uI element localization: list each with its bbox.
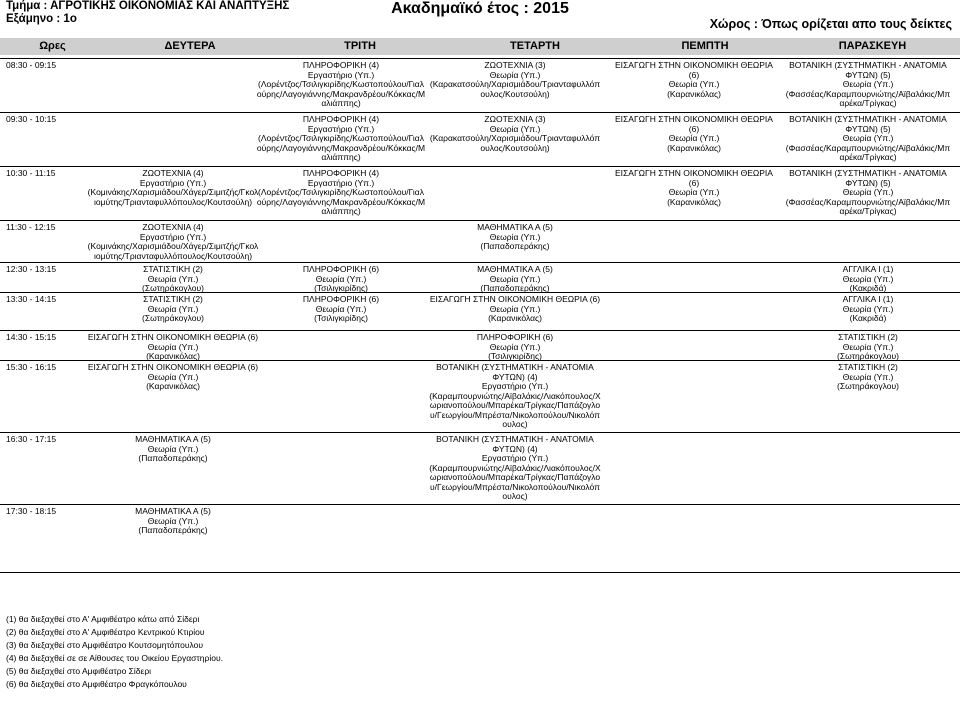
col-header-friday: ΠΑΡΑΣΚΕΥΗ (838, 40, 907, 52)
table-row (0, 166, 960, 216)
course-line: ΦΥΤΩΝ) (5) (845, 123, 891, 134)
course-line: Θεωρία (Υπ.) (842, 79, 894, 89)
footnote: (1) θα διεξαχθεί στο Α' Αμφιθέατρο κάτω από Σίδερι (6, 614, 200, 624)
course-line: (Καραμπουρνιώτης/Αϊβαλάκις/Λιακόπουλος/Χ (429, 462, 601, 473)
course-line: ιομύτης/Τριανταφυλλόπουλος/Κουτσούλη) (93, 250, 253, 261)
col-header-tuesday: ΤΡΙΤΗ (344, 40, 376, 52)
footnote: (2) θα διεξαχθεί στο Α' Αμφιθέατρο Κεντρικού Κτιρίου (6, 627, 205, 637)
course-cell-wednesday (424, 295, 606, 324)
course-line: ΦΥΤΩΝ) (4) (492, 443, 538, 454)
course-cell-friday (783, 169, 953, 217)
course-line: Θεωρία (Υπ.) (315, 273, 367, 284)
course-line: ΠΛΗΡΟΦΟΡΙΚΗ (4) (302, 114, 380, 124)
course-cell-wednesday (424, 333, 606, 362)
course-line: (Καρακατσούλη/Χαρισμιάδου/Τριανταφυλλόπ (429, 79, 601, 89)
course-line: (Φασσέας/Καραμπουρνιώτης/Αϊβαλάκις/Μπ (785, 196, 951, 207)
course-cell-friday (783, 61, 953, 109)
course-line: ΕΙΣΑΓΩΓΗ ΣΤΗΝ ΟΙΚΟΝΟΜΙΚΗ ΘΕΩΡΙΑ (6) (429, 294, 601, 304)
course-line: ΠΛΗΡΟΦΟΡΙΚΗ (6) (302, 294, 380, 304)
course-line: ΕΙΣΑΓΩΓΗ ΣΤΗΝ ΟΙΚΟΝΟΜΙΚΗ ΘΕΩΡΙΑ (6) (87, 332, 259, 342)
course-line: (Τσιλιγκιρίδης) (314, 313, 368, 323)
course-line: Εργαστήριο (Υπ.) (307, 69, 375, 80)
course-line: ούρης/Λαγογιάννης/Μακρανδρέου/Κόκκας/Μ (256, 142, 426, 153)
course-line: ΣΤΑΤΙΣΤΙΚΗ (2) (838, 362, 898, 372)
academic-year: Ακαδημαϊκό έτος : 2015 (391, 0, 569, 17)
course-line: Θεωρία (Υπ.) (842, 371, 894, 382)
course-line: Θεωρία (Υπ.) (842, 273, 894, 284)
course-line: ΕΙΣΑΓΩΓΗ ΣΤΗΝ ΟΙΚΟΝΟΜΙΚΗ ΘΕΩΡΙΑ (6) (615, 60, 773, 80)
course-cell-monday (63, 363, 283, 392)
course-line: ΒΟΤΑΝΙΚΗ (ΣΥΣΤΗΜΑΤΙΚΗ - ΑΝΑΤΟΜΙΑ (789, 114, 947, 124)
table-row (0, 432, 960, 501)
course-line: ΣΤΑΤΙΣΤΙΚΗ (2) (143, 294, 203, 304)
course-line: ΜΑΘΗΜΑΤΙΚΑ Α (5) (135, 434, 211, 444)
course-cell-wednesday (424, 435, 606, 502)
course-line: Θεωρία (Υπ.) (668, 133, 720, 143)
course-cell-friday (783, 115, 953, 163)
course-line: (Τσιλιγκιρίδης) (488, 351, 542, 361)
course-cell-thursday (609, 115, 779, 153)
room-note: Χώρος : Όπως ορίζεται απο τους δείκτες (709, 17, 952, 31)
course-line: (Κομινάκης/Χαρισμιάδου/Χάγερ/Σιμιτζής/Γκολ (87, 241, 259, 251)
course-cell-friday (783, 333, 953, 362)
course-line: (Παπαδοπεράκης) (480, 283, 550, 293)
course-cell-monday (63, 169, 283, 207)
course-line: ΖΩΟΤΕΧΝΙΑ (4) (142, 222, 204, 232)
course-line: ΒΟΤΑΝΙΚΗ (ΣΥΣΤΗΜΑΤΙΚΗ - ΑΝΑΤΟΜΙΑ (789, 60, 947, 70)
course-line: Εργαστήριο (Υπ.) (139, 231, 207, 242)
course-line: Θεωρία (Υπ.) (489, 231, 541, 242)
course-cell-friday (783, 363, 953, 392)
course-cell-thursday (609, 169, 779, 207)
course-cell-wednesday (424, 61, 606, 99)
course-line: ΜΑΘΗΜΑΤΙΚΑ Α (5) (135, 506, 211, 516)
course-cell-tuesday (251, 295, 431, 324)
course-line: (Κακριδά) (849, 313, 887, 323)
course-line: ΦΥΤΩΝ) (5) (845, 177, 891, 188)
course-line: Εργαστήριο (Υπ.) (307, 123, 375, 134)
table-row (0, 330, 960, 361)
course-line: ουλος/Κουτσούλη) (480, 142, 550, 153)
course-line: ΕΙΣΑΓΩΓΗ ΣΤΗΝ ΟΙΚΟΝΟΜΙΚΗ ΘΕΩΡΙΑ (6) (615, 168, 773, 188)
course-line: Θεωρία (Υπ.) (668, 187, 720, 197)
course-line: ωριανοπούλου/Μπαρέκα/Τρίγκας/Παπάζογλο (429, 472, 601, 482)
course-line: ΠΛΗΡΟΦΟΡΙΚΗ (4) (302, 60, 380, 70)
course-line: αρέκα/Τρίγκας) (839, 98, 897, 108)
course-line: (Λορέντζος/Τσιλιγκιρίδης/Κωστοπούλου/Γιαλ (258, 133, 424, 143)
course-line: (Φασσέας/Καραμπουρνιώτης/Αϊβαλάκις/Μπ (785, 142, 951, 153)
footnote: (6) θα διεξαχθεί στο Αμφιθέατρο Φραγκόπουλου (6, 679, 187, 689)
semester-label: Εξάμηνο : 1ο (6, 13, 77, 25)
table-row (0, 292, 960, 323)
course-line: αλιάππης) (321, 206, 361, 216)
course-line: Θεωρία (Υπ.) (489, 303, 541, 314)
time-slot: 08:30 - 09:15 (6, 60, 57, 70)
course-line: (Σωτηράκογλου) (837, 381, 899, 391)
course-cell-wednesday (424, 115, 606, 153)
course-line: ΠΛΗΡΟΦΟΡΙΚΗ (4) (302, 168, 380, 178)
time-slot: 09:30 - 10:15 (6, 114, 57, 124)
course-cell-monday (63, 223, 283, 261)
table-row (0, 58, 960, 108)
course-line: ΜΑΘΗΜΑΤΙΚΑ Α (5) (477, 264, 553, 274)
course-line: (Σωτηράκογλου) (142, 283, 204, 293)
course-line: ΖΩΟΤΕΧΝΙΑ (3) (484, 60, 546, 70)
course-cell-thursday (609, 61, 779, 99)
course-cell-wednesday (424, 265, 606, 294)
time-slot: 12:30 - 13:15 (6, 264, 57, 274)
course-cell-tuesday (251, 265, 431, 294)
course-line: Εργαστήριο (Υπ.) (139, 177, 207, 188)
course-line: Εργαστήριο (Υπ.) (481, 381, 549, 391)
table-bottom-rule (0, 572, 960, 573)
course-line: Θεωρία (Υπ.) (147, 515, 199, 526)
course-cell-monday (63, 265, 283, 294)
course-line: (Σωτηράκογλου) (837, 351, 899, 361)
course-line: ΒΟΤΑΝΙΚΗ (ΣΥΣΤΗΜΑΤΙΚΗ - ΑΝΑΤΟΜΙΑ (789, 168, 947, 178)
course-line: ΑΓΓΛΙΚΑ Ι (1) (842, 294, 894, 304)
course-line: ΒΟΤΑΝΙΚΗ (ΣΥΣΤΗΜΑΤΙΚΗ - ΑΝΑΤΟΜΙΑ (436, 434, 594, 444)
course-line: υ/Γεωργίου/Μπρέστα/Νικολοπούλου/Νικολόπ (430, 409, 600, 420)
course-line: ΦΥΤΩΝ) (5) (845, 69, 891, 80)
course-cell-tuesday (251, 61, 431, 109)
course-line: (Παπαδοπεράκης) (138, 453, 208, 463)
course-line: (Σωτηράκογλου) (142, 313, 204, 323)
course-line: αρέκα/Τρίγκας) (839, 152, 897, 162)
course-line: ούρης/Λαγογιάννης/Μακρανδρέου/Κόκκας/Μ (256, 88, 426, 99)
col-header-hours: Ωρες (39, 40, 66, 52)
course-line: Εργαστήριο (Υπ.) (307, 177, 375, 188)
course-line: Θεωρία (Υπ.) (147, 371, 199, 382)
course-line: αρέκα/Τρίγκας) (839, 206, 897, 216)
course-cell-monday (63, 435, 283, 464)
course-cell-friday (783, 265, 953, 294)
course-line: (Καρανικόλας) (667, 88, 721, 99)
table-row (0, 112, 960, 162)
time-slot: 15:30 - 16:15 (6, 362, 57, 372)
table-row (0, 360, 960, 429)
table-row (0, 504, 960, 535)
time-slot: 10:30 - 11:15 (6, 168, 56, 178)
col-header-thursday: ΠΕΜΠΤΗ (681, 40, 729, 52)
course-line: Θεωρία (Υπ.) (147, 341, 199, 352)
footnote: (5) θα διεξαχθεί στο Αμφιθέατρο Σίδερι (6, 666, 152, 676)
course-line: Θεωρία (Υπ.) (147, 303, 199, 314)
course-line: (Καρανικόλας) (488, 313, 542, 323)
course-line: ΑΓΓΛΙΚΑ Ι (1) (842, 264, 894, 274)
course-line: αλιάππης) (321, 98, 361, 108)
course-cell-monday (63, 333, 283, 362)
table-row (0, 220, 960, 261)
course-line: ουλος/Κουτσούλη) (480, 88, 550, 99)
footnotes (6, 613, 223, 691)
course-line: Θεωρία (Υπ.) (842, 303, 894, 314)
col-header-monday: ΔΕΥΤΕΡΑ (164, 40, 216, 52)
course-line: υ/Γεωργίου/Μπρέστα/Νικολοπούλου/Νικολόπ (430, 481, 600, 492)
time-slot: 16:30 - 17:15 (6, 434, 57, 444)
time-slot: 14:30 - 15:15 (6, 332, 57, 342)
course-line: Θεωρία (Υπ.) (315, 303, 367, 314)
course-line: (Καρανικόλας) (146, 351, 200, 361)
course-line: ΦΥΤΩΝ) (4) (492, 371, 538, 382)
course-line: ουλος) (502, 419, 528, 429)
course-line: (Καραμπουρνιώτης/Αϊβαλάκις/Λιακόπουλος/Χ (429, 390, 601, 401)
course-line: (Λορέντζος/Τσιλιγκιρίδης/Κωστοπούλου/Γιαλ (258, 79, 424, 89)
course-line: ωριανοπούλου/Μπαρέκα/Τρίγκας/Παπάζογλο (429, 400, 601, 410)
course-line: (Καρανικόλας) (146, 381, 200, 391)
course-line: ΕΙΣΑΓΩΓΗ ΣΤΗΝ ΟΙΚΟΝΟΜΙΚΗ ΘΕΩΡΙΑ (6) (615, 114, 773, 134)
course-line: (Λορέντζος/Τσιλιγκιρίδης/Κωστοπούλου/Γιαλ (258, 187, 424, 197)
course-line: ΠΛΗΡΟΦΟΡΙΚΗ (6) (302, 264, 380, 274)
course-line: (Παπαδοπεράκης) (480, 241, 550, 251)
course-line: Θεωρία (Υπ.) (489, 273, 541, 284)
course-cell-tuesday (251, 169, 431, 217)
column-header-bar (0, 38, 960, 55)
course-line: ΣΤΑΤΙΣΤΙΚΗ (2) (838, 332, 898, 342)
table-row (0, 262, 960, 293)
course-line: Θεωρία (Υπ.) (489, 123, 541, 134)
course-line: Θεωρία (Υπ.) (147, 443, 199, 454)
course-line: Εργαστήριο (Υπ.) (481, 453, 549, 463)
course-line: ΖΩΟΤΕΧΝΙΑ (4) (142, 168, 204, 178)
department-title: Τμήμα : ΑΓΡΟΤΙΚΗΣ ΟΙΚΟΝΟΜΙΑΣ ΚΑΙ ΑΝΑΠΤΥΞΗΣ (6, 0, 290, 12)
course-line: Θεωρία (Υπ.) (489, 341, 541, 352)
time-slot: 13:30 - 14:15 (6, 294, 57, 304)
footnote: (3) θα διεξαχθεί στο Αμφιθέατρο Κουτσομητόπουλου (6, 640, 204, 650)
course-line: ΖΩΟΤΕΧΝΙΑ (3) (484, 114, 546, 124)
course-line: αλιάππης) (321, 152, 361, 162)
course-line: (Παπαδοπεράκης) (138, 525, 208, 535)
course-line: (Καρακατσούλη/Χαρισμιάδου/Τριανταφυλλόπ (429, 133, 601, 143)
course-line: (Κακριδά) (849, 283, 887, 293)
course-line: (Κομινάκης/Χαρισμιάδου/Χάγερ/Σιμιτζής/Γκολ (87, 187, 259, 197)
course-line: ΒΟΤΑΝΙΚΗ (ΣΥΣΤΗΜΑΤΙΚΗ - ΑΝΑΤΟΜΙΑ (436, 362, 594, 372)
footnote: (4) θα διεξαχθεί σε σε Αίθουσες του Οικείου Εργαστηρίου. (6, 653, 223, 663)
course-cell-tuesday (251, 115, 431, 163)
col-header-wednesday: ΤΕΤΑΡΤΗ (510, 40, 560, 52)
course-cell-wednesday (424, 223, 606, 252)
time-slot: 11:30 - 12:15 (6, 222, 56, 232)
course-line: ΕΙΣΑΓΩΓΗ ΣΤΗΝ ΟΙΚΟΝΟΜΙΚΗ ΘΕΩΡΙΑ (6) (87, 362, 259, 372)
course-line: (Τσιλιγκιρίδης) (314, 283, 368, 293)
course-line: ιομύτης/Τριανταφυλλόπουλος/Κουτσούλη) (93, 196, 253, 207)
course-cell-monday (63, 295, 283, 324)
course-line: (Καρανικόλας) (667, 142, 721, 153)
course-line: Θεωρία (Υπ.) (668, 79, 720, 89)
time-slot: 17:30 - 18:15 (6, 506, 57, 516)
course-line: Θεωρία (Υπ.) (842, 133, 894, 143)
course-cell-friday (783, 295, 953, 324)
course-cell-monday (63, 507, 283, 536)
course-line: ούρης/Λαγογιάννης/Μακρανδρέου/Κόκκας/Μ (256, 196, 426, 207)
course-line: Θεωρία (Υπ.) (147, 273, 199, 284)
course-line: (Φασσέας/Καραμπουρνιώτης/Αϊβαλάκις/Μπ (785, 88, 951, 99)
course-line: ΜΑΘΗΜΑΤΙΚΑ Α (5) (477, 222, 553, 232)
course-line: ΣΤΑΤΙΣΤΙΚΗ (2) (143, 264, 203, 274)
course-line: Θεωρία (Υπ.) (842, 341, 894, 352)
course-line: Θεωρία (Υπ.) (842, 187, 894, 197)
course-line: Θεωρία (Υπ.) (489, 69, 541, 80)
course-line: (Καρανικόλας) (667, 196, 721, 207)
course-line: ουλος) (502, 491, 528, 501)
course-line: ΠΛΗΡΟΦΟΡΙΚΗ (6) (476, 332, 554, 342)
course-cell-wednesday (424, 363, 606, 430)
